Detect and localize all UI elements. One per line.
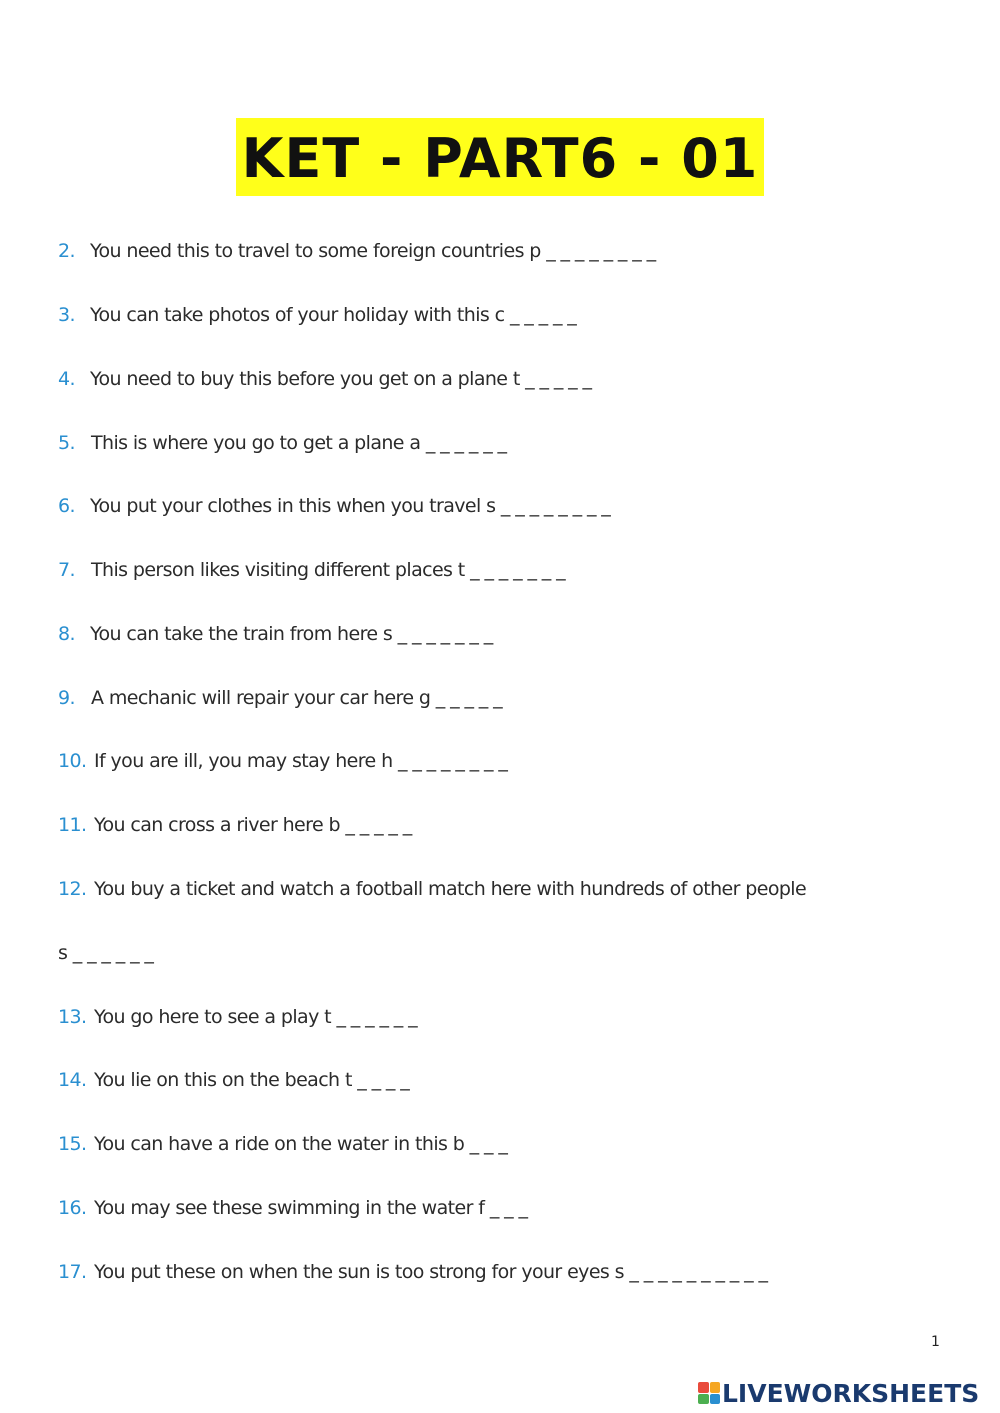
page-number: 1 [931, 1334, 940, 1350]
question-text: You can take the train from here s [90, 623, 393, 645]
answer-blank[interactable]: _ _ _ _ _ _ _ _ _ _ [629, 1261, 768, 1283]
question-7 [58, 559, 565, 581]
question-number: 4. [58, 368, 75, 390]
answer-blank[interactable]: _ _ _ _ _ _ _ _ [397, 750, 508, 772]
question-14 [58, 1069, 409, 1091]
answer-blank[interactable]: _ _ _ _ _ [345, 814, 412, 836]
answer-blank[interactable]: _ _ _ _ _ _ [425, 432, 507, 454]
question-8 [58, 623, 493, 645]
question-text: You lie on this on the beach t [94, 1069, 352, 1091]
question-number: 12. [58, 878, 87, 900]
question-number: 14. [58, 1069, 87, 1091]
question-10 [58, 750, 507, 772]
question-number: 7. [58, 559, 75, 581]
question-3 [58, 304, 576, 326]
question-text: This is where you go to get a plane a [91, 432, 421, 454]
question-text: This person likes visiting different places t [91, 559, 465, 581]
answer-blank[interactable]: _ _ _ [489, 1197, 528, 1219]
liveworksheets-icon [698, 1382, 720, 1404]
question-text: A mechanic will repair your car here g [91, 687, 431, 709]
answer-blank[interactable]: _ _ _ _ _ _ [336, 1006, 418, 1028]
question-number: 5. [58, 432, 75, 454]
brand-name: LIVEWORKSHEETS [722, 1378, 980, 1408]
answer-blank[interactable]: _ _ _ _ _ [435, 687, 503, 709]
answer-blank[interactable]: s _ _ _ _ _ _ [58, 942, 154, 964]
answer-blank[interactable]: _ _ _ _ _ _ _ _ [500, 495, 611, 517]
question-text: You can have a ride on the water in this b [94, 1133, 465, 1155]
question-number: 3. [58, 304, 75, 326]
question-number: 17. [58, 1261, 87, 1283]
question-2 [58, 240, 656, 262]
answer-blank[interactable]: _ _ _ _ _ [509, 304, 577, 326]
question-12-continuation[interactable] [58, 942, 153, 964]
question-5 [58, 432, 506, 454]
question-text: You may see these swimming in the water f [94, 1197, 485, 1219]
question-text: You need to buy this before you get on a plane t [90, 368, 520, 390]
title-container [0, 118, 1000, 196]
answer-blank[interactable]: _ _ _ [469, 1133, 508, 1155]
answer-blank[interactable]: _ _ _ _ [357, 1069, 410, 1091]
question-15 [58, 1133, 507, 1155]
question-number: 16. [58, 1197, 87, 1219]
answer-blank[interactable]: _ _ _ _ _ [525, 368, 592, 390]
question-text: You go here to see a play t [94, 1006, 331, 1028]
question-13 [58, 1006, 417, 1028]
question-text: If you are ill, you may stay here h [94, 750, 393, 772]
question-text: You need this to travel to some foreign countries p [90, 240, 541, 262]
question-number: 10. [58, 750, 87, 772]
question-number: 11. [58, 814, 87, 836]
question-number: 9. [58, 687, 75, 709]
question-text: You put your clothes in this when you travel s [90, 495, 496, 517]
question-17 [58, 1261, 767, 1283]
liveworksheets-logo[interactable] [698, 1377, 979, 1409]
question-text: You buy a ticket and watch a football match here with hundreds of other people [94, 878, 807, 900]
worksheet-title: KET - PART6 - 01 [236, 118, 765, 196]
question-16 [58, 1197, 527, 1219]
answer-blank[interactable]: _ _ _ _ _ _ _ _ [546, 240, 656, 262]
question-text: You can cross a river here b [94, 814, 340, 836]
question-number: 13. [58, 1006, 87, 1028]
question-9 [58, 687, 502, 709]
question-4 [58, 368, 591, 390]
question-text: You put these on when the sun is too strong for your eyes s [94, 1261, 624, 1283]
question-number: 6. [58, 495, 75, 517]
answer-blank[interactable]: _ _ _ _ _ _ _ [470, 559, 566, 581]
answer-blank[interactable]: _ _ _ _ _ _ _ [397, 623, 493, 645]
question-11 [58, 814, 412, 836]
question-12 [58, 878, 806, 900]
question-text: You can take photos of your holiday with this c [90, 304, 505, 326]
question-number: 15. [58, 1133, 87, 1155]
question-number: 8. [58, 623, 75, 645]
question-number: 2. [58, 240, 75, 262]
question-6 [58, 495, 610, 517]
